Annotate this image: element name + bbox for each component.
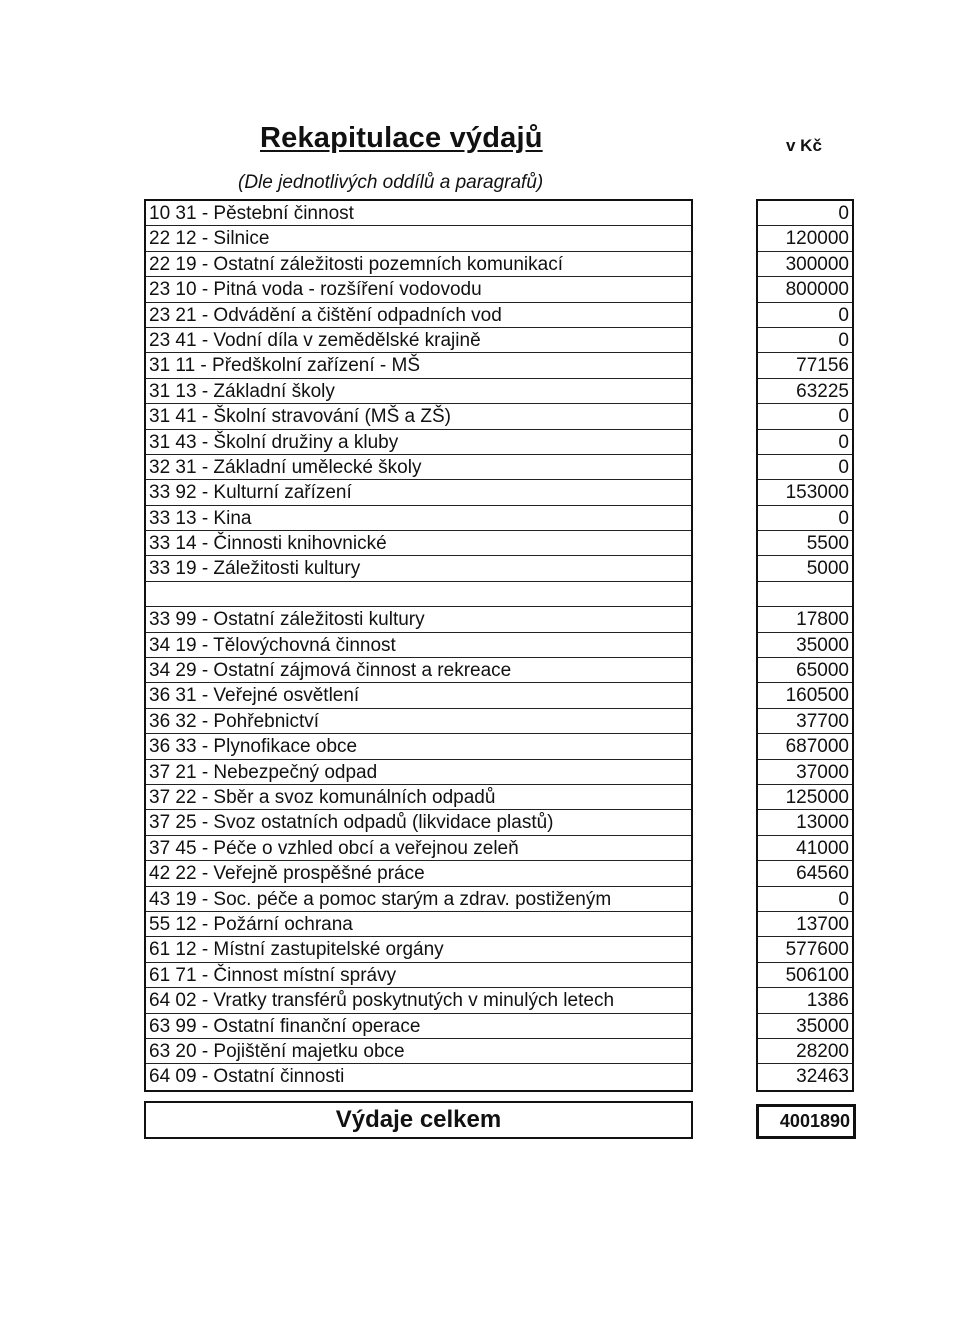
expense-row-label: 31 13 - Základní školy [146, 379, 691, 404]
expense-labels-table [144, 199, 693, 1092]
expense-row-label: 31 11 - Předškolní zařízení - MŠ [146, 353, 691, 378]
expense-row-value: 77156 [758, 353, 852, 378]
expense-row-label: 32 31 - Základní umělecké školy [146, 455, 691, 480]
expense-row-value [758, 582, 852, 607]
expense-row-value: 0 [758, 201, 852, 226]
expense-row-label: 34 19 - Tělovýchovná činnost [146, 633, 691, 658]
expense-row-value: 0 [758, 887, 852, 912]
expense-row-value: 35000 [758, 633, 852, 658]
expense-row-value: 35000 [758, 1014, 852, 1039]
expense-row-label: 55 12 - Požární ochrana [146, 912, 691, 937]
expense-row-value: 0 [758, 430, 852, 455]
expense-row-label: 33 19 - Záležitosti kultury [146, 556, 691, 581]
expense-row-label: 22 12 - Silnice [146, 226, 691, 251]
expense-row-label: 61 71 - Činnost místní správy [146, 963, 691, 988]
expense-row-value: 37700 [758, 709, 852, 734]
expense-row-label: 22 19 - Ostatní záležitosti pozemních komunikací [146, 252, 691, 277]
expense-row-value: 577600 [758, 937, 852, 962]
expense-row-value: 0 [758, 506, 852, 531]
expense-row-value: 0 [758, 328, 852, 353]
expense-row-label: 43 19 - Soc. péče a pomoc starým a zdrav. postiženým [146, 887, 691, 912]
expense-row-label: 37 21 - Nebezpečný odpad [146, 760, 691, 785]
expense-row-value: 0 [758, 455, 852, 480]
expense-row-label: 31 43 - Školní družiny a kluby [146, 430, 691, 455]
expense-row-label: 23 41 - Vodní díla v zemědělské krajině [146, 328, 691, 353]
expense-row-label: 64 09 - Ostatní činnosti [149, 1066, 345, 1088]
expense-row-label: 36 32 - Pohřebnictví [146, 709, 691, 734]
expense-row-value: 1386 [758, 988, 852, 1013]
expense-row-value: 5000 [758, 556, 852, 581]
expense-row-label: 23 21 - Odvádění a čištění odpadních vod [146, 303, 691, 328]
expense-row-label: 33 13 - Kina [146, 506, 691, 531]
expense-row-value: 120000 [758, 226, 852, 251]
expense-row-label [146, 582, 691, 607]
expense-row-value: 300000 [758, 252, 852, 277]
expense-row-label: 23 10 - Pitná voda - rozšíření vodovodu [146, 277, 691, 302]
expense-row-value: 65000 [758, 658, 852, 683]
expense-row-value: 37000 [758, 760, 852, 785]
expense-row-value: 64560 [758, 861, 852, 886]
expense-row-value: 63225 [758, 379, 852, 404]
expense-row-value: 153000 [758, 480, 852, 505]
expense-row-label: 36 33 - Plynofikace obce [146, 734, 691, 759]
page-subtitle: (Dle jednotlivých oddílů a paragrafů) [238, 172, 544, 193]
expense-row-label: 64 02 - Vratky transférů poskytnutých v minulých letech [146, 988, 691, 1013]
page-title: Rekapitulace výdajů [260, 122, 543, 154]
expense-row-label: 37 25 - Svoz ostatních odpadů (likvidace plastů) [146, 810, 691, 835]
expense-row-value: 687000 [758, 734, 852, 759]
expense-row-label: 31 41 - Školní stravování (MŠ a ZŠ) [146, 404, 691, 429]
expense-row-value: 0 [758, 404, 852, 429]
expense-row-value: 32463 [796, 1066, 849, 1088]
expense-row-label: 33 99 - Ostatní záležitosti kultury [146, 607, 691, 632]
expense-row-label: 10 31 - Pěstební činnost [146, 201, 691, 226]
expense-row-value: 0 [758, 303, 852, 328]
expense-row-value: 13000 [758, 810, 852, 835]
expense-row-value: 41000 [758, 836, 852, 861]
expense-row-value: 5500 [758, 531, 852, 556]
expense-row-value: 13700 [758, 912, 852, 937]
expense-row-label: 42 22 - Veřejně prospěšné práce [146, 861, 691, 886]
expense-row-label: 33 14 - Činnosti knihovnické [146, 531, 691, 556]
currency-label: v Kč [786, 136, 822, 155]
expense-row-label: 33 92 - Kulturní zařízení [146, 480, 691, 505]
expense-row-label: 63 20 - Pojištění majetku obce [146, 1039, 691, 1064]
total-value: 4001890 [756, 1104, 856, 1139]
expense-row-value: 125000 [758, 785, 852, 810]
expense-row-label: 61 12 - Místní zastupitelské orgány [146, 937, 691, 962]
expense-row-value: 800000 [758, 277, 852, 302]
expense-row-value: 17800 [758, 607, 852, 632]
expense-row-label: 37 22 - Sběr a svoz komunálních odpadů [146, 785, 691, 810]
expense-row-value: 28200 [758, 1039, 852, 1064]
expense-values-table [756, 199, 854, 1092]
expense-row-label: 36 31 - Veřejné osvětlení [146, 683, 691, 708]
expense-row-label: 63 99 - Ostatní finanční operace [146, 1014, 691, 1039]
expense-row-label: 34 29 - Ostatní zájmová činnost a rekreace [146, 658, 691, 683]
expense-row-value: 160500 [758, 683, 852, 708]
expense-row-label: 37 45 - Péče o vzhled obcí a veřejnou zeleň [146, 836, 691, 861]
total-label: Výdaje celkem [144, 1101, 693, 1139]
expense-row-value: 506100 [758, 963, 852, 988]
